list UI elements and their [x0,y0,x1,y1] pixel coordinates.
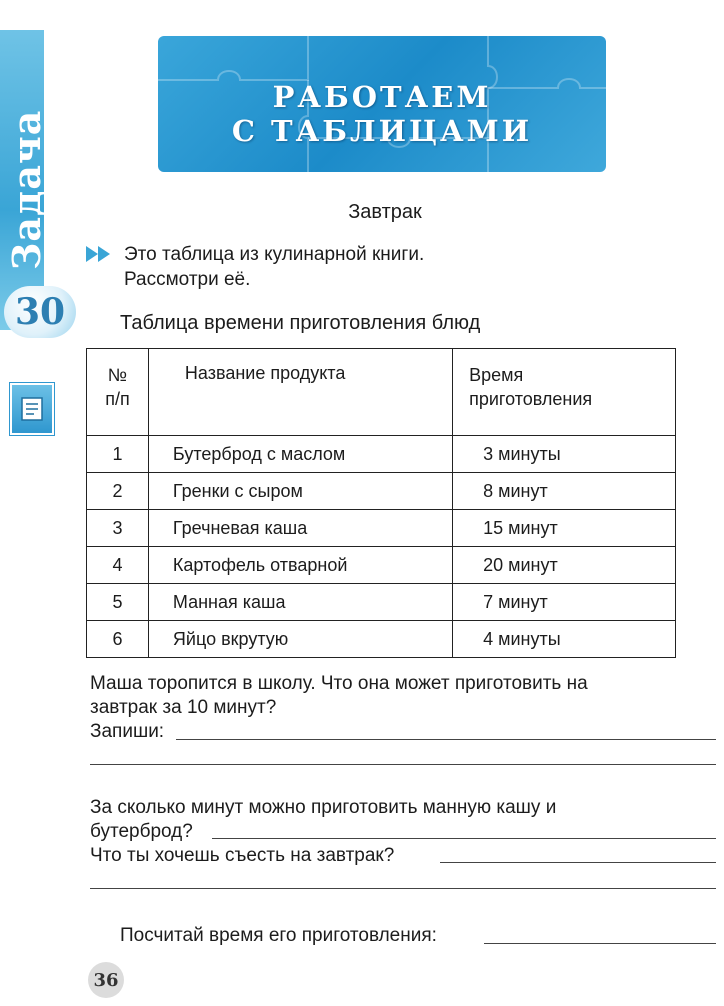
task-number-badge: 30 [4,286,76,338]
row-product: Манная каша [148,584,452,621]
answer-line-2[interactable] [90,764,716,765]
question-4: Посчитай время его приготовления: [120,925,437,946]
table-row [87,473,676,510]
task-label: Задача [4,109,49,271]
row-number: 5 [87,584,149,621]
table-row [87,547,676,584]
answer-line-6[interactable] [484,943,716,944]
table-row [87,584,676,621]
side-strip [0,0,82,1006]
row-time: 15 минут [453,510,676,547]
row-product: Гренки с сыром [148,473,452,510]
question-2-line-1: За сколько минут можно приготовить манную кашу и [90,797,557,818]
row-number: 1 [87,436,149,473]
row-number: 4 [87,547,149,584]
row-time: 7 минут [453,584,676,621]
cooking-time-table [86,348,676,658]
section-heading: Завтрак [348,201,422,223]
question-1: Маша торопится в школу. Что она может приготовить на завтрак за 10 минут? [90,673,588,718]
book-page-icon [10,383,54,435]
page-title: РАБОТАЕМ С ТАБЛИЦАМИ [231,80,533,148]
row-number: 6 [87,621,149,658]
answer-line-1[interactable] [176,739,716,740]
double-arrow-icon [86,246,114,262]
row-time: 8 минут [453,473,676,510]
row-time: 4 минуты [453,621,676,658]
table-row [87,510,676,547]
header-number: № п/п [87,349,149,436]
row-number: 2 [87,473,149,510]
row-product: Яйцо вкрутую [148,621,452,658]
page-number: 36 [88,962,124,998]
row-product: Картофель отварной [148,547,452,584]
title-banner [158,36,606,172]
row-time: 20 минут [453,547,676,584]
header-product-name: Название продукта [148,349,452,436]
row-number: 3 [87,510,149,547]
intro-text: Это таблица из кулинарной книги. Рассмотри её. [124,244,425,290]
table-row [87,436,676,473]
row-time: 3 минуты [453,436,676,473]
answer-line-5[interactable] [90,888,716,889]
table-header-row [87,349,676,436]
answer-line-3[interactable] [212,838,716,839]
question-2-line-2: бутерброд? [90,821,193,842]
question-1-prompt: Запиши: [90,721,165,742]
header-cooking-time: Время приготовления [453,349,676,436]
table-row [87,621,676,658]
question-3: Что ты хочешь съесть на завтрак? [90,845,395,866]
table-caption: Таблица времени приготовления блюд [120,312,481,334]
row-product: Гречневая каша [148,510,452,547]
answer-line-4[interactable] [440,862,716,863]
row-product: Бутерброд с маслом [148,436,452,473]
